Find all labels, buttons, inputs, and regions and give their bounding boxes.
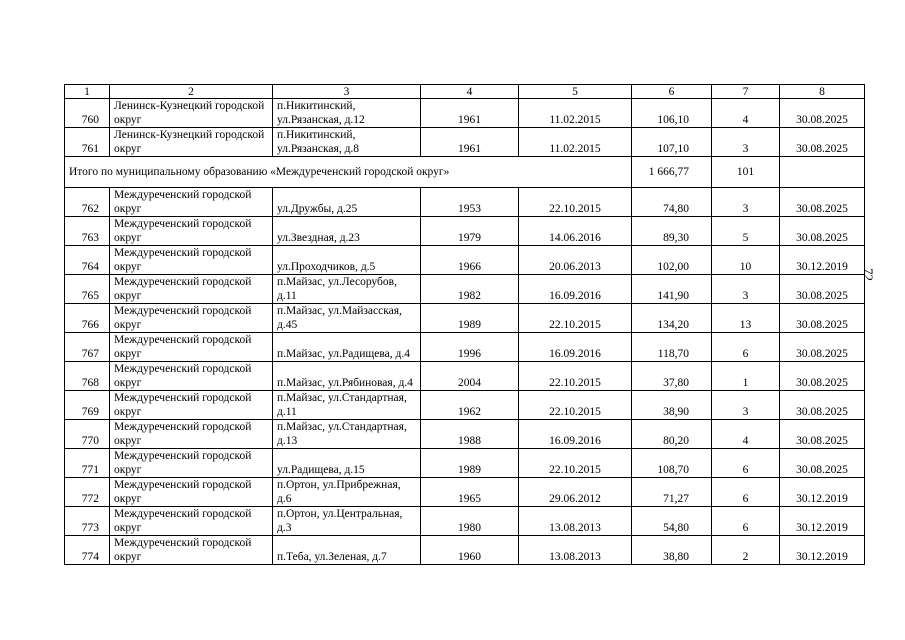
cell-municipality: Междуреченский городской округ	[110, 536, 273, 565]
cell-count: 6	[712, 478, 780, 507]
cell-deadline: 30.08.2025	[780, 99, 865, 128]
cell-count: 2	[712, 536, 780, 565]
cell-address: ул.Проходчиков, д.5	[273, 246, 421, 275]
cell-row-number: 765	[65, 275, 110, 304]
page-number: 72	[861, 268, 876, 281]
cell-date: 20.06.2013	[519, 246, 632, 275]
total-area: 1 666,77	[632, 157, 712, 188]
cell-address: п.Майзас, ул.Стандартная, д.13	[273, 420, 421, 449]
cell-year: 1960	[421, 536, 519, 565]
cell-date: 11.02.2015	[519, 128, 632, 157]
table-row	[65, 333, 865, 362]
cell-date: 22.10.2015	[519, 362, 632, 391]
cell-deadline: 30.12.2019	[780, 478, 865, 507]
cell-municipality: Междуреченский городской округ	[110, 362, 273, 391]
cell-municipality: Ленинск-Кузнецкий городской округ	[110, 128, 273, 157]
cell-date: 13.08.2013	[519, 536, 632, 565]
cell-row-number: 762	[65, 188, 110, 217]
cell-year: 1989	[421, 304, 519, 333]
column-number-2: 2	[110, 85, 273, 99]
cell-row-number: 768	[65, 362, 110, 391]
cell-area: 80,20	[632, 420, 712, 449]
cell-address: ул.Дружбы, д.25	[273, 188, 421, 217]
cell-count: 3	[712, 391, 780, 420]
housing-register-table	[64, 84, 865, 565]
cell-year: 1961	[421, 128, 519, 157]
cell-count: 6	[712, 449, 780, 478]
cell-year: 1996	[421, 333, 519, 362]
column-number-header-row	[65, 85, 865, 99]
cell-row-number: 760	[65, 99, 110, 128]
cell-deadline: 30.12.2019	[780, 246, 865, 275]
cell-municipality: Междуреченский городской округ	[110, 246, 273, 275]
total-row	[65, 157, 865, 188]
cell-area: 89,30	[632, 217, 712, 246]
cell-count: 4	[712, 420, 780, 449]
table-row	[65, 362, 865, 391]
cell-year: 1980	[421, 507, 519, 536]
column-number-8: 8	[780, 85, 865, 99]
cell-count: 3	[712, 275, 780, 304]
cell-address: ул.Радищева, д.15	[273, 449, 421, 478]
cell-municipality: Междуреченский городской округ	[110, 478, 273, 507]
cell-address: п.Теба, ул.Зеленая, д.7	[273, 536, 421, 565]
cell-area: 106,10	[632, 99, 712, 128]
table-row	[65, 507, 865, 536]
cell-count: 4	[712, 99, 780, 128]
cell-area: 38,80	[632, 536, 712, 565]
cell-area: 38,90	[632, 391, 712, 420]
cell-deadline: 30.08.2025	[780, 217, 865, 246]
cell-municipality: Междуреченский городской округ	[110, 507, 273, 536]
cell-deadline: 30.08.2025	[780, 420, 865, 449]
column-number-5: 5	[519, 85, 632, 99]
cell-municipality: Междуреченский городской округ	[110, 188, 273, 217]
cell-row-number: 763	[65, 217, 110, 246]
table-row	[65, 246, 865, 275]
table-body	[65, 85, 865, 565]
cell-address: п.Майзас, ул.Рябиновая, д.4	[273, 362, 421, 391]
cell-address: п.Майзас, ул.Стандартная, д.11	[273, 391, 421, 420]
cell-row-number: 771	[65, 449, 110, 478]
cell-year: 1989	[421, 449, 519, 478]
cell-year: 1965	[421, 478, 519, 507]
cell-year: 1962	[421, 391, 519, 420]
cell-count: 5	[712, 217, 780, 246]
column-number-1: 1	[65, 85, 110, 99]
table-row	[65, 99, 865, 128]
cell-deadline: 30.08.2025	[780, 449, 865, 478]
cell-area: 141,90	[632, 275, 712, 304]
column-number-4: 4	[421, 85, 519, 99]
cell-date: 22.10.2015	[519, 391, 632, 420]
table-row	[65, 478, 865, 507]
cell-row-number: 770	[65, 420, 110, 449]
cell-date: 16.09.2016	[519, 275, 632, 304]
cell-municipality: Междуреченский городской округ	[110, 420, 273, 449]
cell-address: п.Никитинский, ул.Рязанская, д.8	[273, 128, 421, 157]
cell-date: 22.10.2015	[519, 188, 632, 217]
table-row	[65, 391, 865, 420]
cell-date: 22.10.2015	[519, 449, 632, 478]
cell-address: п.Никитинский, ул.Рязанская, д.12	[273, 99, 421, 128]
cell-municipality: Междуреченский городской округ	[110, 449, 273, 478]
cell-deadline: 30.08.2025	[780, 128, 865, 157]
cell-deadline: 30.08.2025	[780, 304, 865, 333]
cell-row-number: 764	[65, 246, 110, 275]
cell-area: 134,20	[632, 304, 712, 333]
cell-count: 3	[712, 188, 780, 217]
cell-deadline: 30.08.2025	[780, 275, 865, 304]
cell-row-number: 772	[65, 478, 110, 507]
cell-area: 118,70	[632, 333, 712, 362]
cell-row-number: 773	[65, 507, 110, 536]
cell-count: 3	[712, 128, 780, 157]
cell-row-number: 769	[65, 391, 110, 420]
cell-year: 1961	[421, 99, 519, 128]
cell-area: 108,70	[632, 449, 712, 478]
cell-count: 1	[712, 362, 780, 391]
table-row	[65, 217, 865, 246]
cell-area: 71,27	[632, 478, 712, 507]
cell-count: 6	[712, 333, 780, 362]
cell-deadline: 30.08.2025	[780, 362, 865, 391]
cell-deadline: 30.08.2025	[780, 333, 865, 362]
cell-date: 11.02.2015	[519, 99, 632, 128]
cell-address: п.Ортон, ул.Центральная, д.3	[273, 507, 421, 536]
cell-count: 10	[712, 246, 780, 275]
column-number-3: 3	[273, 85, 421, 99]
cell-row-number: 766	[65, 304, 110, 333]
cell-year: 1988	[421, 420, 519, 449]
cell-area: 102,00	[632, 246, 712, 275]
cell-year: 1982	[421, 275, 519, 304]
cell-municipality: Междуреченский городской округ	[110, 333, 273, 362]
cell-municipality: Междуреченский городской округ	[110, 391, 273, 420]
cell-date: 29.06.2012	[519, 478, 632, 507]
table-row	[65, 536, 865, 565]
cell-municipality: Междуреченский городской округ	[110, 304, 273, 333]
cell-address: п.Майзас, ул.Радищева, д.4	[273, 333, 421, 362]
cell-municipality: Междуреченский городской округ	[110, 275, 273, 304]
cell-row-number: 774	[65, 536, 110, 565]
cell-date: 22.10.2015	[519, 304, 632, 333]
table-row	[65, 275, 865, 304]
cell-deadline: 30.12.2019	[780, 507, 865, 536]
cell-address: п.Ортон, ул.Прибрежная, д.6	[273, 478, 421, 507]
table-row	[65, 449, 865, 478]
cell-count: 13	[712, 304, 780, 333]
cell-date: 16.09.2016	[519, 333, 632, 362]
cell-row-number: 767	[65, 333, 110, 362]
total-count: 101	[712, 157, 780, 188]
cell-area: 74,80	[632, 188, 712, 217]
column-number-7: 7	[712, 85, 780, 99]
cell-area: 107,10	[632, 128, 712, 157]
cell-address: п.Майзас, ул.Майзасская, д.45	[273, 304, 421, 333]
column-number-6: 6	[632, 85, 712, 99]
cell-address: ул.Звездная, д.23	[273, 217, 421, 246]
cell-area: 54,80	[632, 507, 712, 536]
cell-year: 2004	[421, 362, 519, 391]
table-row	[65, 304, 865, 333]
cell-date: 16.09.2016	[519, 420, 632, 449]
cell-deadline: 30.12.2019	[780, 536, 865, 565]
total-label: Итого по муниципальному образованию «Междуреченский городской округ»	[65, 157, 632, 188]
cell-count: 6	[712, 507, 780, 536]
cell-municipality: Ленинск-Кузнецкий городской округ	[110, 99, 273, 128]
cell-address: п.Майзас, ул.Лесорубов, д.11	[273, 275, 421, 304]
table-row	[65, 128, 865, 157]
table-row	[65, 420, 865, 449]
cell-deadline: 30.08.2025	[780, 391, 865, 420]
total-empty-cell	[780, 157, 865, 188]
cell-municipality: Междуреченский городской округ	[110, 217, 273, 246]
cell-row-number: 761	[65, 128, 110, 157]
cell-year: 1966	[421, 246, 519, 275]
cell-date: 14.06.2016	[519, 217, 632, 246]
cell-date: 13.08.2013	[519, 507, 632, 536]
cell-area: 37,80	[632, 362, 712, 391]
table-row	[65, 188, 865, 217]
cell-deadline: 30.08.2025	[780, 188, 865, 217]
cell-year: 1953	[421, 188, 519, 217]
cell-year: 1979	[421, 217, 519, 246]
